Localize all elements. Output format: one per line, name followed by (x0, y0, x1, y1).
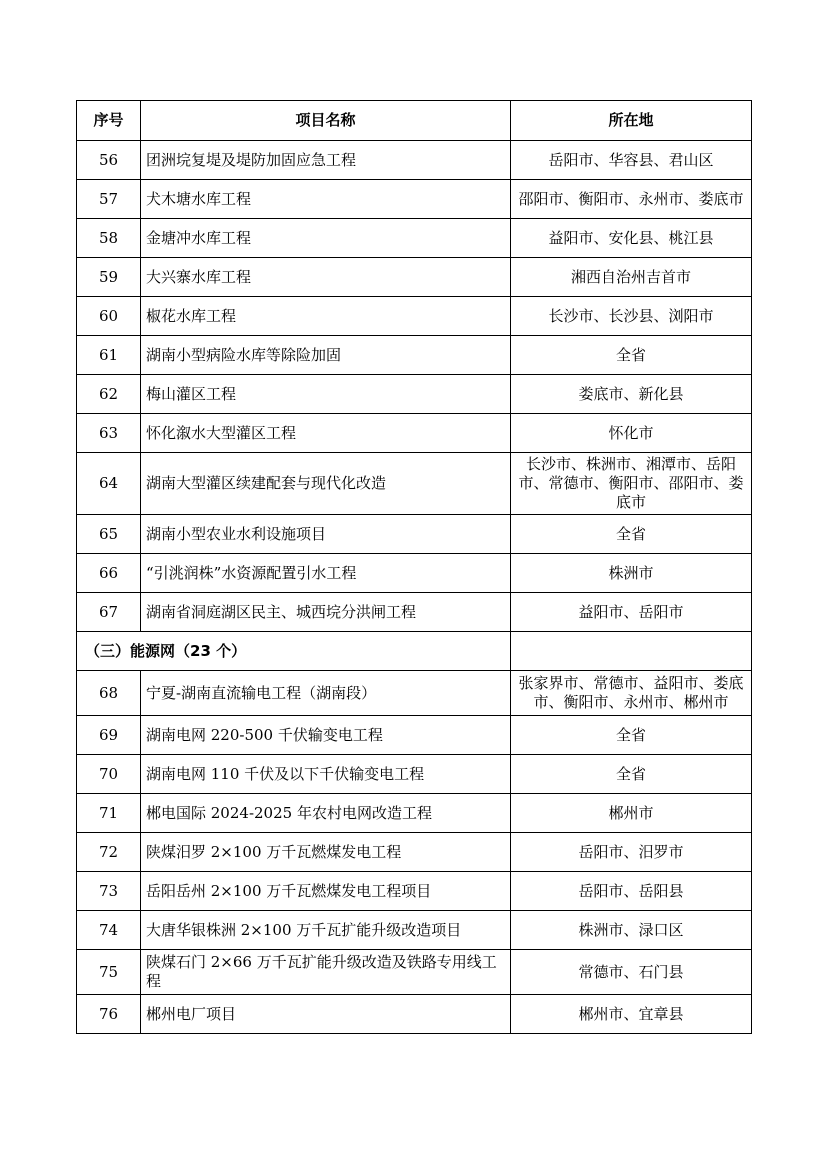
row-index: 72 (77, 833, 141, 872)
row-index: 67 (77, 593, 141, 632)
table-row (77, 671, 752, 716)
row-location: 全省 (511, 716, 752, 755)
row-index: 73 (77, 872, 141, 911)
row-location: 岳阳市、岳阳县 (511, 872, 752, 911)
row-name: 陕煤汨罗 2×100 万千瓦燃煤发电工程 (141, 833, 511, 872)
row-index: 64 (77, 453, 141, 515)
row-name: 湖南小型病险水库等除险加固 (141, 336, 511, 375)
row-index: 71 (77, 794, 141, 833)
table-row (77, 593, 752, 632)
row-index: 76 (77, 995, 141, 1034)
row-name: 湖南小型农业水利设施项目 (141, 515, 511, 554)
table-row (77, 794, 752, 833)
row-name: 宁夏-湖南直流输电工程（湖南段） (141, 671, 511, 716)
row-name: “引洮润株”水资源配置引水工程 (141, 554, 511, 593)
row-index: 66 (77, 554, 141, 593)
row-location: 全省 (511, 336, 752, 375)
table-row (77, 716, 752, 755)
row-index: 56 (77, 141, 141, 180)
row-index: 58 (77, 219, 141, 258)
row-location: 长沙市、株洲市、湘潭市、岳阳市、常德市、衡阳市、邵阳市、娄底市 (511, 453, 752, 515)
row-index: 63 (77, 414, 141, 453)
table-row (77, 297, 752, 336)
table-row (77, 453, 752, 515)
table-row (77, 515, 752, 554)
table-row (77, 336, 752, 375)
table-row (77, 995, 752, 1034)
table-row (77, 375, 752, 414)
row-index: 70 (77, 755, 141, 794)
row-index: 59 (77, 258, 141, 297)
row-name: 郴州电厂项目 (141, 995, 511, 1034)
row-location: 益阳市、安化县、桃江县 (511, 219, 752, 258)
table-row (77, 950, 752, 995)
table-row (77, 755, 752, 794)
row-index: 60 (77, 297, 141, 336)
row-name: 湖南大型灌区续建配套与现代化改造 (141, 453, 511, 515)
row-name: 椒花水库工程 (141, 297, 511, 336)
row-name: 大唐华银株洲 2×100 万千瓦扩能升级改造项目 (141, 911, 511, 950)
header-location: 所在地 (511, 101, 752, 141)
row-name: 湖南电网 110 千伏及以下千伏输变电工程 (141, 755, 511, 794)
row-location: 全省 (511, 515, 752, 554)
row-name: 犬木塘水库工程 (141, 180, 511, 219)
row-name: 梅山灌区工程 (141, 375, 511, 414)
row-location: 岳阳市、汨罗市 (511, 833, 752, 872)
table-row (77, 219, 752, 258)
row-index: 74 (77, 911, 141, 950)
row-location: 岳阳市、华容县、君山区 (511, 141, 752, 180)
row-name: 陕煤石门 2×66 万千瓦扩能升级改造及铁路专用线工程 (141, 950, 511, 995)
table-row (77, 180, 752, 219)
row-index: 61 (77, 336, 141, 375)
project-table (76, 100, 752, 1034)
table-row (77, 258, 752, 297)
row-index: 65 (77, 515, 141, 554)
row-location: 长沙市、长沙县、浏阳市 (511, 297, 752, 336)
table-row (77, 414, 752, 453)
row-index: 68 (77, 671, 141, 716)
row-location: 益阳市、岳阳市 (511, 593, 752, 632)
row-location: 株洲市 (511, 554, 752, 593)
row-index: 69 (77, 716, 141, 755)
row-location: 株洲市、渌口区 (511, 911, 752, 950)
row-index: 62 (77, 375, 141, 414)
row-name: 怀化溆水大型灌区工程 (141, 414, 511, 453)
table-row (77, 911, 752, 950)
row-name: 团洲垸复堤及堤防加固应急工程 (141, 141, 511, 180)
header-name: 项目名称 (141, 101, 511, 141)
row-location: 邵阳市、衡阳市、永州市、娄底市 (511, 180, 752, 219)
table-row (77, 554, 752, 593)
table-row (77, 833, 752, 872)
row-location: 全省 (511, 755, 752, 794)
row-location: 湘西自治州吉首市 (511, 258, 752, 297)
row-name: 大兴寨水库工程 (141, 258, 511, 297)
section-heading-energy: （三）能源网（23 个） (77, 632, 511, 671)
table-row (77, 872, 752, 911)
row-location: 张家界市、常德市、益阳市、娄底市、衡阳市、永州市、郴州市 (511, 671, 752, 716)
row-index: 75 (77, 950, 141, 995)
row-name: 岳阳岳州 2×100 万千瓦燃煤发电工程项目 (141, 872, 511, 911)
row-location: 常德市、石门县 (511, 950, 752, 995)
row-name: 湖南电网 220-500 千伏输变电工程 (141, 716, 511, 755)
row-index: 57 (77, 180, 141, 219)
table-header-row (77, 101, 752, 141)
row-name: 金塘冲水库工程 (141, 219, 511, 258)
section-row (77, 632, 752, 671)
row-name: 郴电国际 2024-2025 年农村电网改造工程 (141, 794, 511, 833)
row-location: 娄底市、新化县 (511, 375, 752, 414)
row-location: 怀化市 (511, 414, 752, 453)
header-index: 序号 (77, 101, 141, 141)
table-row (77, 141, 752, 180)
section-empty-cell (511, 632, 752, 671)
row-name: 湖南省洞庭湖区民主、城西垸分洪闸工程 (141, 593, 511, 632)
row-location: 郴州市、宜章县 (511, 995, 752, 1034)
row-location: 郴州市 (511, 794, 752, 833)
